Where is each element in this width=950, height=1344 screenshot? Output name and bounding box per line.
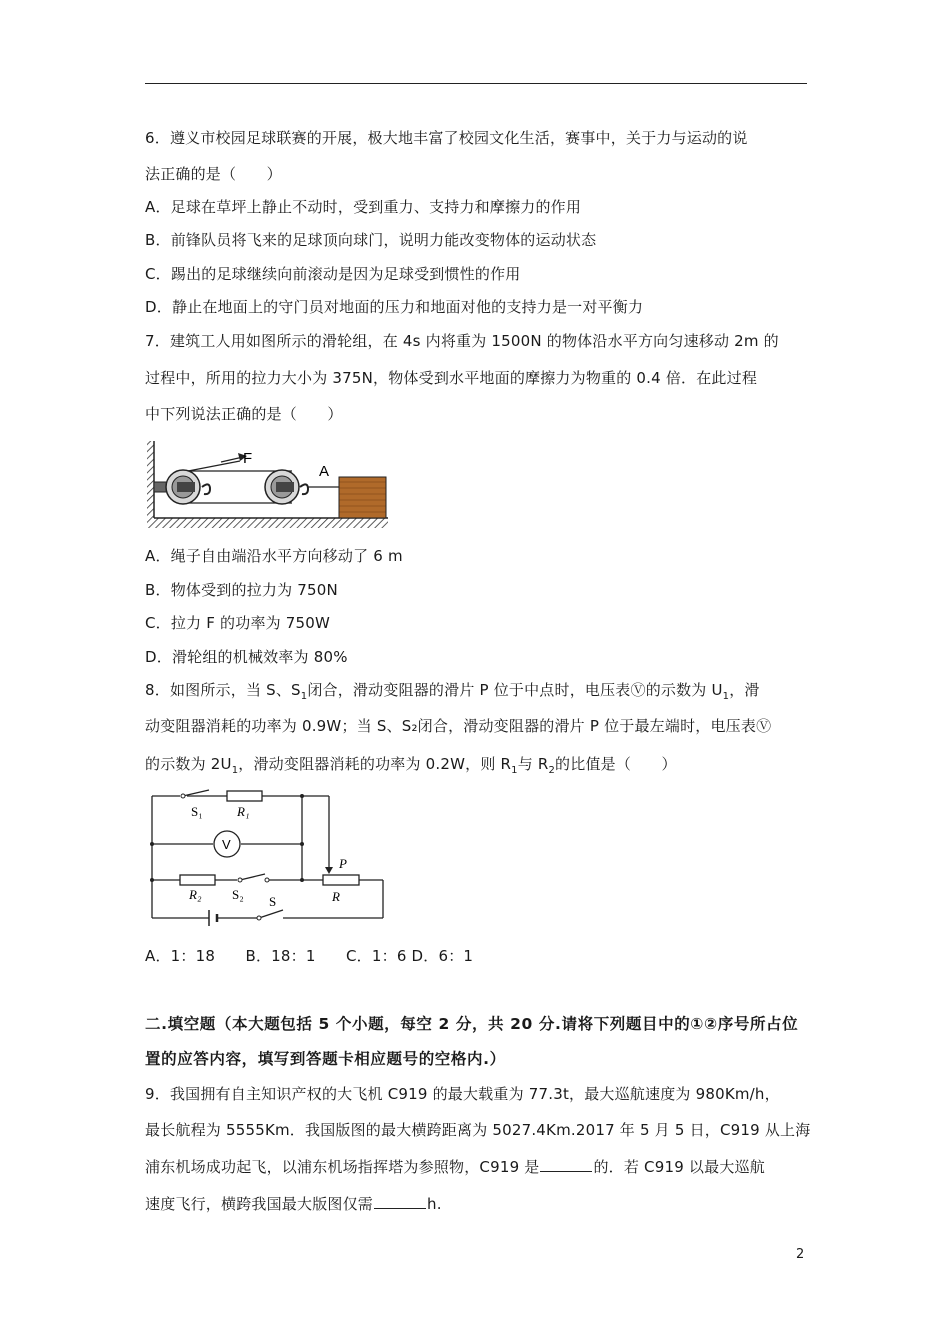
label-p: P bbox=[339, 856, 347, 871]
switch-s1 bbox=[183, 790, 209, 796]
switch-s bbox=[259, 910, 283, 918]
fixed-pulley-hook bbox=[202, 484, 210, 494]
q6-option-a: A．足球在草坪上静止不动时，受到重力、支持力和摩擦力的作用 bbox=[145, 198, 582, 216]
label-r1: R₁ bbox=[237, 804, 250, 819]
switch-s2-pivot bbox=[238, 878, 242, 882]
q7-option-c: C．拉力 F 的功率为 750W bbox=[145, 614, 331, 632]
q7-stem-line2: 过程中，所用的拉力大小为 375N，物体受到水平地面的摩擦力为物重的 0.4 倍．在此过程 bbox=[145, 369, 758, 387]
q7-option-b: B．物体受到的拉力为 750N bbox=[145, 581, 338, 599]
slider-p-arrow bbox=[325, 867, 333, 874]
switch-s2-contact bbox=[265, 878, 269, 882]
circuit-diagram bbox=[147, 788, 389, 928]
page-number: 2 bbox=[796, 1247, 805, 1262]
junction-top bbox=[300, 794, 304, 798]
junction-left-bottom bbox=[150, 878, 154, 882]
ground-hatch bbox=[154, 518, 388, 528]
movable-pulley-hook bbox=[300, 484, 308, 494]
fixed-pulley-axle bbox=[177, 482, 195, 492]
q8-stem-line2: 动变阻器消耗的功率为 0.9W；当 S、S₂闭合，滑动变阻器的滑片 P 位于最左端时，电压表Ⓥ bbox=[145, 717, 772, 735]
q6-stem-line1: 6．遵义市校园足球联赛的开展，极大地丰富了校园文化生活，赛事中，关于力与运动的说 bbox=[145, 129, 748, 147]
q9-stem-line1: 9．我国拥有自主知识产权的大飞机 C919 的最大载重为 77.3t，最大巡航速度为 980Km/h， bbox=[145, 1085, 780, 1103]
wooden-block bbox=[339, 477, 386, 518]
resistor-r2 bbox=[180, 875, 215, 885]
label-r2: R₂ bbox=[189, 887, 202, 902]
resistor-r1 bbox=[227, 791, 262, 801]
pulley-diagram bbox=[147, 437, 392, 530]
label-r: R bbox=[332, 889, 340, 904]
section2-heading-line2: 置的应答内容，填写到答题卡相应题号的空格内.） bbox=[145, 1050, 506, 1068]
q6-stem-line2: 法正确的是（ ） bbox=[145, 165, 282, 183]
q7-option-d: D．滑轮组的机械效率为 80% bbox=[145, 648, 348, 666]
label-s: S bbox=[269, 894, 277, 909]
q8-stem-line1: 8．如图所示，当 S、$S_1$闭合，滑动变阻器的滑片 P 位于中点时，电压表Ⓥ的示数为 $U_1$，滑 bbox=[145, 681, 760, 702]
switch-s-pivot bbox=[257, 916, 261, 920]
junction-right-bottom bbox=[300, 878, 304, 882]
junction-left-mid bbox=[150, 842, 154, 846]
rope-free-end bbox=[183, 461, 240, 472]
movable-pulley-axle bbox=[276, 482, 294, 492]
q7-option-a: A．绳子自由端沿水平方向移动了 6 m bbox=[145, 547, 403, 565]
wall-hatch bbox=[147, 441, 154, 528]
label-a: A bbox=[319, 463, 330, 480]
answer-blank-1[interactable] bbox=[540, 1157, 592, 1172]
q7-stem-line3: 中下列说法正确的是（ ） bbox=[145, 405, 343, 423]
q6-option-b: B．前锋队员将飞来的足球顶向球门，说明力能改变物体的运动状态 bbox=[145, 231, 597, 249]
answer-blank-2[interactable] bbox=[374, 1194, 426, 1209]
label-s2: S₂ bbox=[232, 887, 244, 902]
section2-heading-line1: 二.填空题（本大题包括 5 个小题，每空 2 分，共 20 分.请将下列题目中的①②序号所占位 bbox=[145, 1015, 799, 1033]
q7-stem-line1: 7．建筑工人用如图所示的滑轮组，在 4s 内将重为 1500N 的物体沿水平方向匀速移动 2m 的 bbox=[145, 332, 779, 350]
q8-options: A．1：18 B．18：1 C．1：6 D．6：1 bbox=[145, 947, 474, 965]
junction-right-mid bbox=[300, 842, 304, 846]
label-v: V bbox=[222, 837, 231, 852]
switch-s2 bbox=[240, 874, 265, 880]
rheostat-r bbox=[323, 875, 359, 885]
q8-stem-line3: 的示数为 $2U_1$，滑动变阻器消耗的功率为 0.2W，则 $R_1$与 $R_2$的比值是（ ） bbox=[145, 755, 677, 776]
label-s1: S₁ bbox=[191, 804, 203, 819]
q6-option-c: C．踢出的足球继续向前滚动是因为足球受到惯性的作用 bbox=[145, 265, 521, 283]
q6-option-d: D．静止在地面上的守门员对地面的压力和地面对他的支持力是一对平衡力 bbox=[145, 298, 644, 316]
label-f: F bbox=[243, 450, 253, 467]
q9-stem-line2: 最长航程为 5555Km．我国版图的最大横跨距离为 5027.4Km.2017 年 5 月 5 日，C919 从上海 bbox=[145, 1121, 811, 1139]
switch-s1-pivot bbox=[181, 794, 185, 798]
q9-stem-line4: 速度飞行，横跨我国最大版图仅需 h. bbox=[145, 1195, 442, 1213]
q9-stem-line3: 浦东机场成功起飞，以浦东机场指挥塔为参照物，C919 是 的．若 C919 以最大巡航 bbox=[145, 1158, 765, 1176]
header-rule bbox=[145, 83, 807, 84]
